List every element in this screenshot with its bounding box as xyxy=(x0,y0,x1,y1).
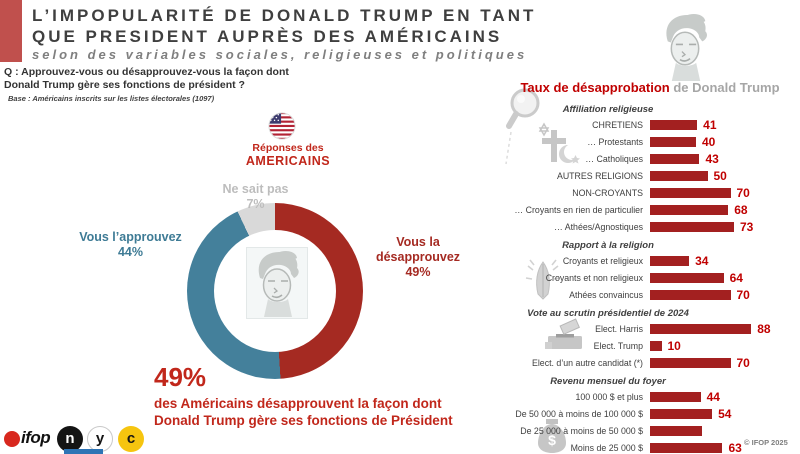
bar-label: Croyants et religieux xyxy=(562,255,643,266)
bar-label: Elect. Trump xyxy=(593,340,643,351)
bar xyxy=(650,341,662,351)
bar-label: … Catholiques xyxy=(585,153,643,164)
nyc-logo: c xyxy=(118,426,144,452)
donut-label-dont-know: Ne sait pas 7% xyxy=(222,182,289,211)
bar xyxy=(650,137,696,147)
donut-caption: Réponses des AMERICAINS xyxy=(245,142,331,168)
ifop-logo-text: ifop xyxy=(21,428,51,447)
panel-title-rest: de Donald Trump xyxy=(669,80,780,95)
bar-label: 100 000 $ et plus xyxy=(575,391,643,402)
bar-row xyxy=(500,320,800,337)
bar-value: 43 xyxy=(705,151,719,166)
donut-label-disapprove: Vous la désapprouvez 49% xyxy=(375,235,461,279)
section-title: Revenu mensuel du foyer xyxy=(550,376,666,387)
bar-value: 44 xyxy=(706,389,720,404)
bar-row xyxy=(500,337,800,354)
bar xyxy=(650,154,699,164)
page-subtitle: selon des variables sociales, religieuses et politiques xyxy=(32,47,528,62)
bar-label: Moins de 25 000 $ xyxy=(570,442,643,453)
bar-row xyxy=(500,354,800,371)
bar-label: Elect. d’un autre candidat (*) xyxy=(531,357,643,368)
bar-value: 34 xyxy=(695,253,709,268)
bar xyxy=(650,256,689,266)
bar xyxy=(650,409,712,419)
bar-value: 41 xyxy=(703,117,717,132)
survey-base-note: Base : Américains inscrits sur les listes électorales (1097) xyxy=(8,94,215,103)
bar xyxy=(650,324,751,334)
nyc-logo: n xyxy=(57,426,83,452)
donut-label-approve: Vous l’approuvez 44% xyxy=(79,230,182,259)
ifop-logo xyxy=(4,431,20,447)
bar-label: De 50 000 à moins de 100 000 $ xyxy=(515,408,643,419)
bar-section xyxy=(500,239,800,303)
bar xyxy=(650,443,722,453)
bar-value: 63 xyxy=(728,440,742,454)
bar-label: … Protestants xyxy=(587,136,643,147)
bar-row xyxy=(500,286,800,303)
bar-row xyxy=(500,150,800,167)
bar xyxy=(650,426,702,436)
svg-text:$: $ xyxy=(548,432,556,448)
bar-row xyxy=(500,184,800,201)
bar-value: 54 xyxy=(718,406,732,421)
survey-question: Q : Approuvez-vous ou désapprouvez-vous la façon dont Donald Trump gère ses fonctions de président ? xyxy=(4,66,289,91)
bar-label: De 25 000 à moins de 50 000 $ xyxy=(520,425,643,436)
bar xyxy=(650,171,708,181)
bar-value: 50 xyxy=(713,168,727,183)
bar xyxy=(650,358,731,368)
bar-value: 64 xyxy=(729,270,743,285)
bar-value: 40 xyxy=(702,134,716,149)
takeaway-text: des Américains désapprouvent la façon dont Donald Trump gère ses fonctions de Président xyxy=(154,396,453,428)
title-line1: L’IMPOPULARITÉ DE DONALD TRUMP EN TANT xyxy=(32,6,537,25)
panel-title-emphasis: Taux de désapprobation xyxy=(520,80,670,95)
bar xyxy=(650,188,731,198)
bar-section xyxy=(500,307,800,371)
bar xyxy=(650,290,731,300)
bar-label: … Croyants en rien de particulier xyxy=(514,204,643,215)
title-line2: QUE PRESIDENT AUPRÈS DES AMÉRICAINS xyxy=(32,27,503,46)
takeaway-value: 49% xyxy=(154,362,207,392)
section-title: Vote au scrutin présidentiel de 2024 xyxy=(527,308,689,319)
bar-label: Athées convaincus xyxy=(569,289,643,300)
nyc-logo: y xyxy=(87,426,113,452)
bar-value: 73 xyxy=(739,219,754,234)
bar-value: 68 xyxy=(734,202,748,217)
bar-label: … Athées/Agnostiques xyxy=(553,221,643,232)
bar-section xyxy=(500,103,800,235)
takeaway xyxy=(154,362,453,429)
panel-title xyxy=(500,80,800,95)
panel-sections xyxy=(500,103,800,454)
bar xyxy=(650,392,701,402)
bar-value: 70 xyxy=(736,185,750,200)
bar-value: 70 xyxy=(736,287,750,302)
bar-row xyxy=(500,201,800,218)
bar-row xyxy=(500,252,800,269)
cutoff-element xyxy=(64,449,103,454)
bar-row xyxy=(500,133,800,150)
bar-label: NON-CROYANTS xyxy=(572,187,643,198)
bar-value: 10 xyxy=(667,338,681,353)
bar-row xyxy=(500,388,800,405)
trump-portrait xyxy=(654,11,716,82)
bar-label: Croyants et non religieux xyxy=(545,272,643,283)
trump-portrait xyxy=(246,247,308,319)
bar-label: CHRETIENS xyxy=(592,119,643,130)
bar-row xyxy=(500,116,800,133)
copyright: © IFOP 2025 xyxy=(744,438,788,447)
bar-row xyxy=(500,422,800,439)
title-accent-bar xyxy=(0,0,22,62)
bar-value: 88 xyxy=(757,321,771,336)
bar-label: Elect. Harris xyxy=(595,323,643,334)
page-title xyxy=(32,5,536,47)
bar-label: AUTRES RELIGIONS xyxy=(556,170,643,181)
section-title: Affiliation religieuse xyxy=(562,104,654,115)
section-title: Rapport à la religion xyxy=(562,240,654,251)
bar xyxy=(650,120,697,130)
bar-value: 70 xyxy=(736,355,750,370)
bar-row xyxy=(500,167,800,184)
bar xyxy=(650,273,724,283)
bar xyxy=(650,222,734,232)
bar-row xyxy=(500,269,800,286)
bar-row xyxy=(500,405,800,422)
us-flag-icon xyxy=(268,112,296,140)
bar-row xyxy=(500,218,800,235)
bar xyxy=(650,205,728,215)
